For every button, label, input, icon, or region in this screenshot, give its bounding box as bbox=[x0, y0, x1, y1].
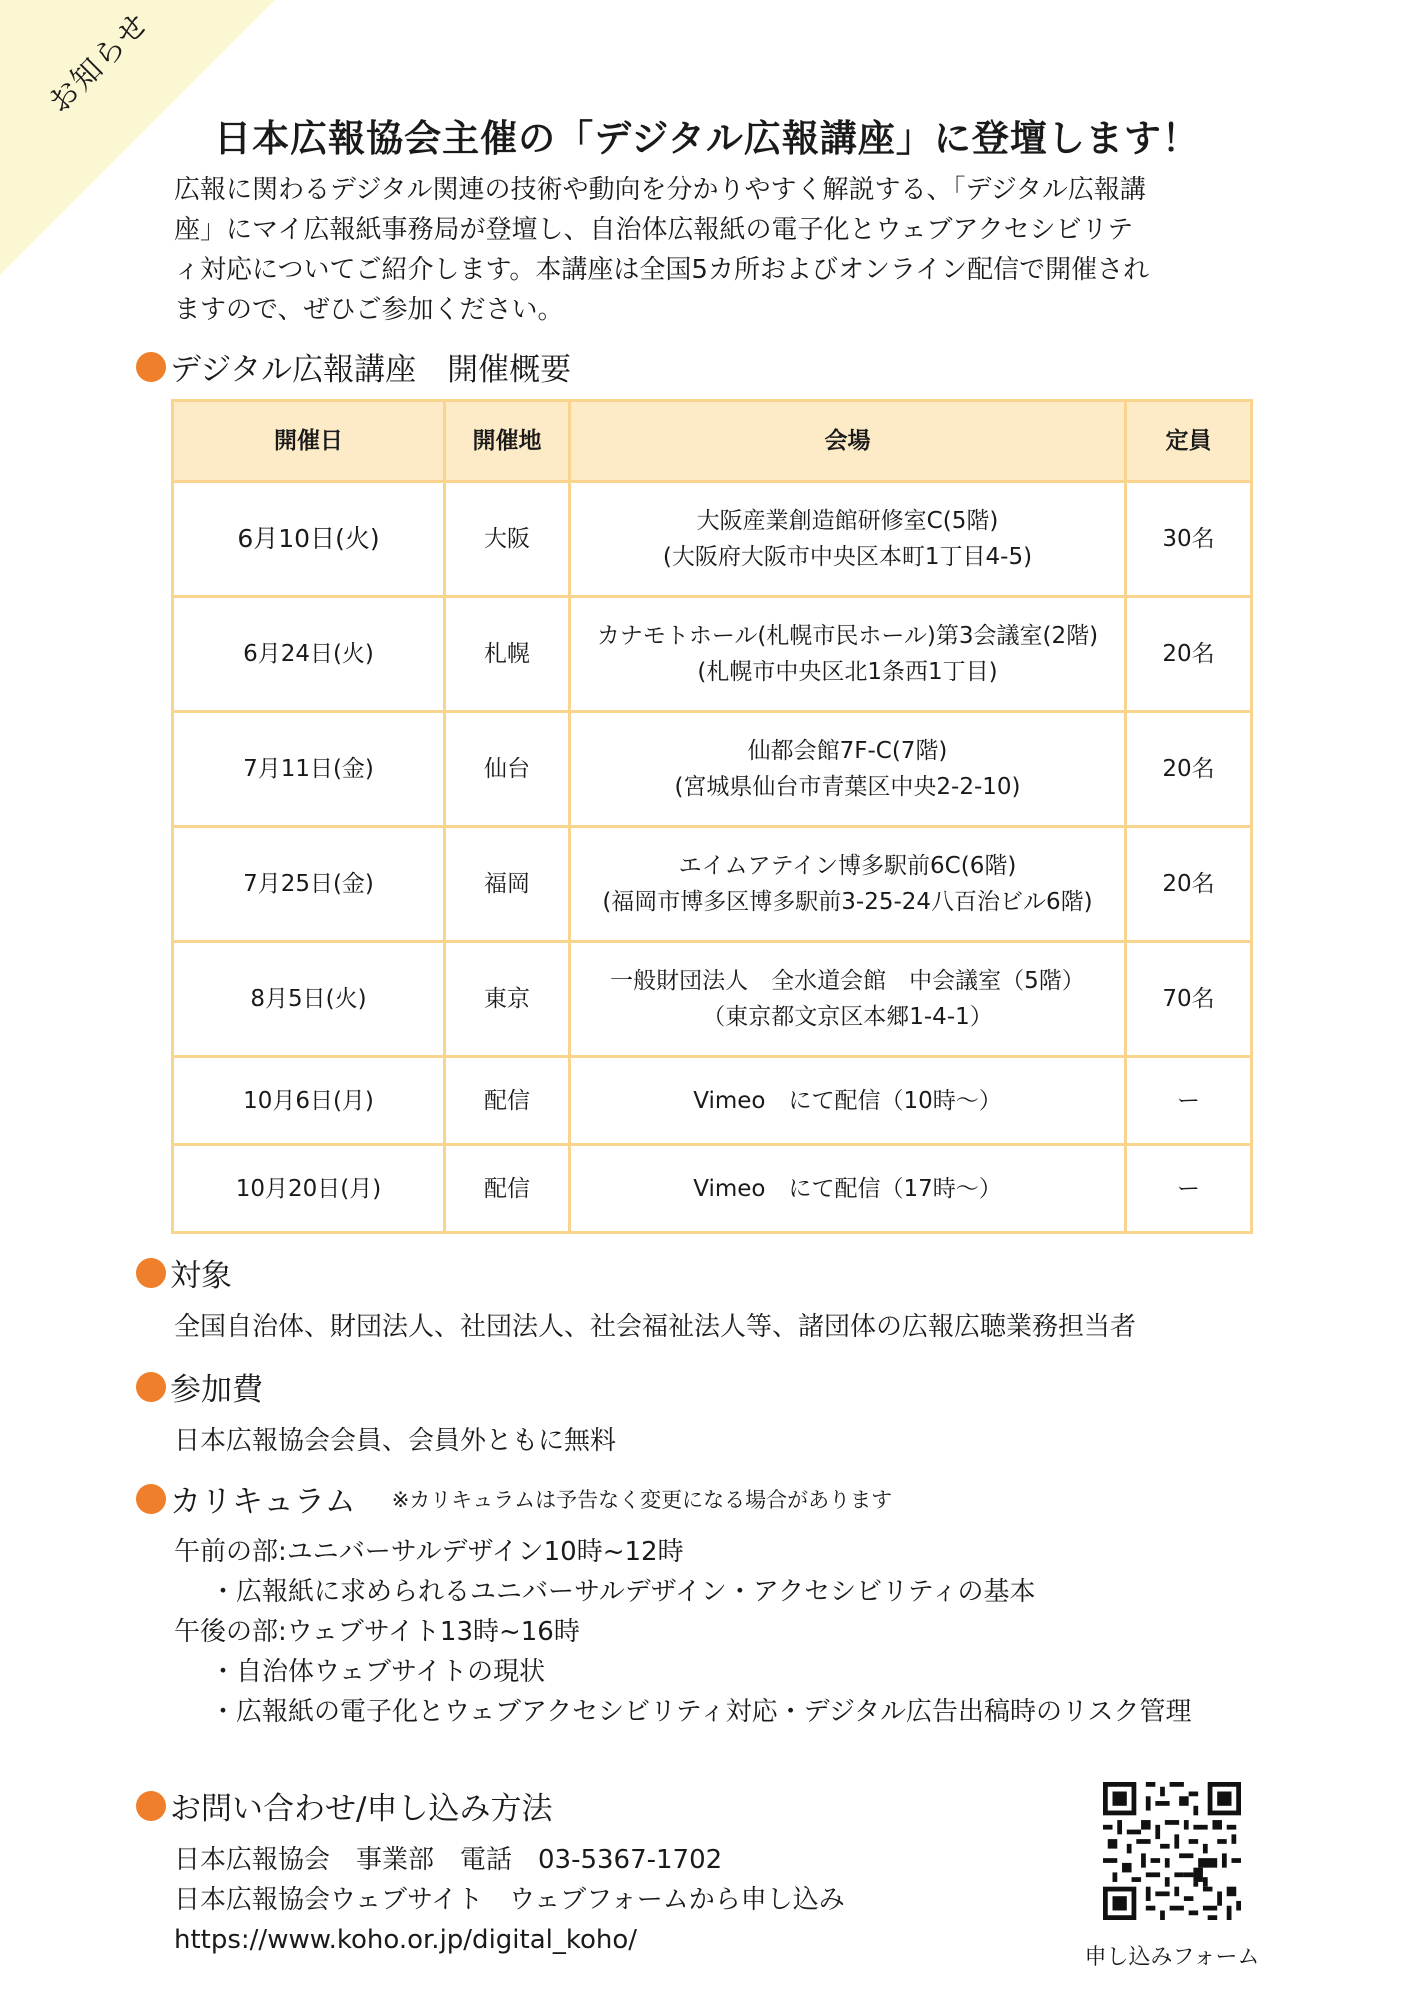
cell-place: 配信 bbox=[445, 1057, 570, 1145]
bullet-dot-icon bbox=[136, 352, 166, 382]
cell-venue: 大阪産業創造館研修室C(5階) (大阪府大阪市中央区本町1丁目4-5) bbox=[570, 482, 1126, 597]
cell-venue: 仙都会館7F-C(7階) (宮城県仙台市青葉区中央2-2-10) bbox=[570, 712, 1126, 827]
cell-venue: 一般財団法人 全水道会館 中会議室（5階） （東京都文京区本郷1-4-1） bbox=[570, 942, 1126, 1057]
cell-capacity: 30名 bbox=[1126, 482, 1252, 597]
cell-date: 10月6日(月) bbox=[173, 1057, 445, 1145]
table-row bbox=[173, 1057, 1252, 1145]
bullet-dot-icon bbox=[136, 1791, 166, 1821]
cell-venue: エイムアテイン博多駅前6C(6階) (福岡市博多区博多駅前3-25-24八百治ビル6階) bbox=[570, 827, 1126, 942]
curriculum-body bbox=[174, 1532, 1192, 1732]
cell-capacity: 20名 bbox=[1126, 597, 1252, 712]
cell-date: 8月5日(火) bbox=[173, 942, 445, 1057]
header-capacity: 定員 bbox=[1126, 401, 1252, 482]
cell-date: 6月10日(火) bbox=[173, 482, 445, 597]
cell-place: 配信 bbox=[445, 1145, 570, 1233]
bullet-dot-icon bbox=[136, 1484, 166, 1514]
bullet-dot-icon bbox=[136, 1258, 166, 1288]
intro-paragraph bbox=[174, 170, 1254, 330]
cell-date: 7月25日(金) bbox=[173, 827, 445, 942]
table-row bbox=[173, 942, 1252, 1057]
cell-capacity: ー bbox=[1126, 1057, 1252, 1145]
list-item: ・自治体ウェブサイトの現状 bbox=[210, 1657, 546, 1687]
intro-line: ィ対応についてご紹介します。本講座は全国5カ所およびオンライン配信で開催され bbox=[174, 255, 1150, 285]
cell-venue: カナモトホール(札幌市民ホール)第3会議室(2階) (札幌市中央区北1条西1丁目) bbox=[570, 597, 1126, 712]
morning-session: 午前の部:ユニバーサルデザイン10時~12時 bbox=[174, 1537, 684, 1567]
cell-date: 7月11日(金) bbox=[173, 712, 445, 827]
list-item: ・広報紙の電子化とウェブアクセシビリティ対応・デジタル広告出稿時のリスク管理 bbox=[210, 1697, 1192, 1727]
qr-code-icon[interactable] bbox=[1103, 1782, 1241, 1920]
contact-phone: 日本広報協会 事業部 電話 03-5367-1702 bbox=[174, 1845, 723, 1875]
contact-url[interactable]: https://www.koho.or.jp/digital_koho/ bbox=[174, 1925, 638, 1955]
cell-place: 仙台 bbox=[445, 712, 570, 827]
notice-label: お知らせ bbox=[41, 5, 157, 121]
header-place: 開催地 bbox=[445, 401, 570, 482]
intro-line: ますので、ぜひご参加ください。 bbox=[174, 295, 564, 325]
overview-heading: デジタル広報講座 開催概要 bbox=[136, 344, 571, 389]
cell-capacity: ー bbox=[1126, 1145, 1252, 1233]
fee-text: 日本広報協会会員、会員外ともに無料 bbox=[174, 1426, 617, 1456]
cell-venue: Vimeo にて配信（10時～） bbox=[570, 1057, 1126, 1145]
cell-date: 10月20日(月) bbox=[173, 1145, 445, 1233]
cell-date: 6月24日(火) bbox=[173, 597, 445, 712]
header-date: 開催日 bbox=[173, 401, 445, 482]
contact-heading: お問い合わせ/申し込み方法 bbox=[136, 1783, 552, 1828]
cell-capacity: 20名 bbox=[1126, 712, 1252, 827]
afternoon-session: 午後の部:ウェブサイト13時~16時 bbox=[174, 1617, 580, 1647]
table-row bbox=[173, 712, 1252, 827]
cell-place: 福岡 bbox=[445, 827, 570, 942]
header-venue: 会場 bbox=[570, 401, 1126, 482]
table-header-row bbox=[173, 401, 1252, 482]
page-title: 日本広報協会主催の「デジタル広報講座」に登壇します！ bbox=[214, 117, 1200, 160]
intro-line: 座」にマイ広報紙事務局が登壇し、自治体広報紙の電子化とウェブアクセシビリテ bbox=[174, 215, 1134, 245]
contact-body bbox=[174, 1840, 845, 1960]
curriculum-heading: カリキュラム ※カリキュラムは予告なく変更になる場合があります bbox=[136, 1476, 892, 1521]
table-row bbox=[173, 827, 1252, 942]
cell-place: 大阪 bbox=[445, 482, 570, 597]
bullet-dot-icon bbox=[136, 1372, 166, 1402]
curriculum-note: ※カリキュラムは予告なく変更になる場合があります bbox=[391, 1487, 893, 1512]
qr-label: 申し込みフォーム bbox=[1084, 1945, 1260, 1970]
schedule-table bbox=[171, 399, 1253, 1234]
contact-web: 日本広報協会ウェブサイト ウェブフォームから申し込み bbox=[174, 1885, 845, 1915]
intro-line: 広報に関わるデジタル関連の技術や動向を分かりやすく解説する、「デジタル広報講 bbox=[174, 175, 1146, 205]
list-item: ・広報紙に求められるユニバーサルデザイン・アクセシビリティの基本 bbox=[210, 1577, 1036, 1607]
table-row bbox=[173, 1145, 1252, 1233]
cell-capacity: 20名 bbox=[1126, 827, 1252, 942]
table-row bbox=[173, 597, 1252, 712]
cell-venue: Vimeo にて配信（17時～） bbox=[570, 1145, 1126, 1233]
fee-heading: 参加費 bbox=[136, 1364, 263, 1409]
target-heading: 対象 bbox=[136, 1250, 232, 1295]
table-row bbox=[173, 482, 1252, 597]
cell-capacity: 70名 bbox=[1126, 942, 1252, 1057]
cell-place: 札幌 bbox=[445, 597, 570, 712]
cell-place: 東京 bbox=[445, 942, 570, 1057]
target-text: 全国自治体、財団法人、社団法人、社会福祉法人等、諸団体の広報広聴業務担当者 bbox=[174, 1312, 1137, 1342]
